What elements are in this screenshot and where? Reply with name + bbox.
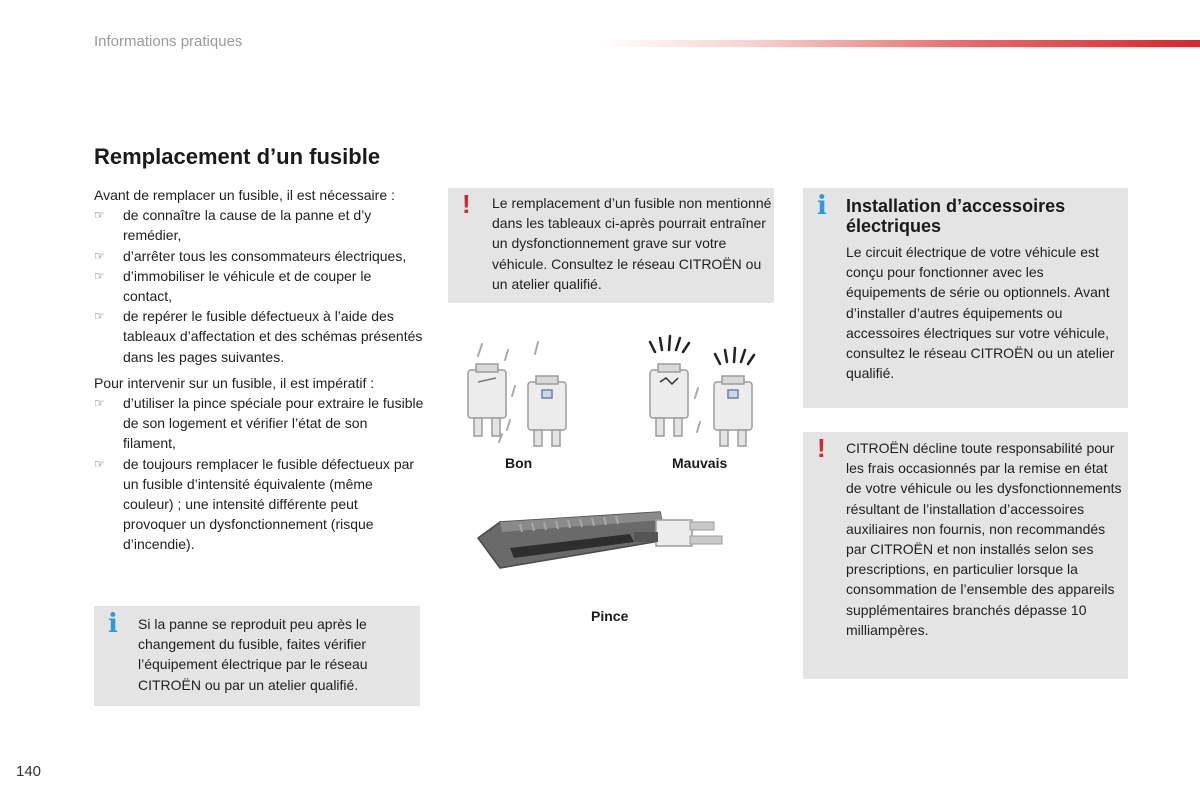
list-item: ☞ de toujours remplacer le fusible défectueux par un fusible d’intensité équivalente (même couleur) ; une intensité différente peut provoquer un dysfonctionnement (risque d’incendie).	[94, 455, 415, 553]
note-text: Le circuit électrique de votre véhicule est conçu pour fonctionner avec les équipements de série ou optionnels. Avant d’installer d’autres équipements ou accessoires électriques sur votre véhicule, consultez le réseau CITROËN ou un atelier qualifié.	[846, 244, 1115, 382]
warning-icon: !	[462, 189, 471, 219]
good-fuse-2	[528, 376, 566, 446]
blown-fuse-1	[650, 364, 688, 436]
page-number: 140	[16, 763, 42, 780]
fuse-bad-label: Mauvais	[672, 455, 728, 471]
note-text: Le remplacement d’un fusible non mentionné dans les tableaux ci-après pourrait entraîner un dysfonctionnement grave sur votre véhicule. Consultez le réseau CITROËN ou un atelier qualifié.	[492, 195, 772, 292]
list-item: ☞ d’arrêter tous les consommateurs électriques,	[94, 246, 424, 266]
info-icon: i	[817, 191, 827, 221]
good-fuse-1	[468, 364, 506, 436]
list-item: ☞ d’immobiliser le véhicule et de couper le contact,	[94, 267, 372, 305]
blown-fuse-2	[714, 376, 752, 446]
intro-list	[94, 205, 424, 367]
pointing-hand-icon: ☞	[94, 248, 105, 263]
list-item: ☞ de repérer le fusible défectueux à l’aide des tableaux d’affectation et des schémas présentés dans les pages suivantes.	[94, 308, 423, 365]
procedure-list	[94, 393, 424, 555]
pointing-hand-icon: ☞	[94, 396, 105, 411]
note-text: CITROËN décline toute responsabilité pour les frais occasionnés par la remise en état de votre véhicule ou les dysfonctionnements résultant de l’installation d’accessoires auxiliaires non fournis, non recommandés par CITROËN et non installés selon ses prescriptions, en particulier lorsque la consommation de l’ensemble des appareils supplémentaires branchés dépasse 10 milliampères.	[846, 440, 1122, 638]
pointing-hand-icon: ☞	[94, 268, 105, 283]
section-header: Informations pratiques	[94, 33, 243, 50]
list-item: ☞ d’utiliser la pince spéciale pour extraire le fusible de son logement et vérifier l’état de son filament,	[94, 395, 424, 452]
intro-lead: Avant de remplacer un fusible, il est nécessaire :	[94, 187, 395, 203]
left-column	[94, 185, 424, 561]
pointing-hand-icon: ☞	[94, 309, 105, 324]
warning-icon: !	[817, 433, 826, 463]
note-title: Installation d’accessoires électriques	[846, 196, 1066, 236]
fuse-puller-illustration	[470, 498, 732, 580]
info-icon: i	[108, 609, 118, 639]
warning-note-right	[803, 432, 1128, 679]
pointing-hand-icon: ☞	[94, 456, 105, 471]
procedure-lead: Pour intervenir sur un fusible, il est impératif :	[94, 374, 375, 391]
list-item: ☞ de connaître la cause de la panne et d’y remédier,	[94, 207, 372, 244]
note-text: Si la panne se reproduit peu après le changement du fusible, faites vérifier l’équipement électrique par le réseau CITROËN ou par un atelier qualifié.	[138, 616, 368, 693]
pointing-hand-icon: ☞	[94, 208, 105, 223]
info-note-left	[94, 606, 420, 706]
note-content	[846, 196, 1124, 383]
info-note-right	[803, 188, 1128, 408]
warning-note-middle	[448, 188, 774, 303]
fuse-illustration	[450, 330, 770, 450]
fuse-good-label: Bon	[505, 455, 533, 471]
page-title: Remplacement d’un fusible	[94, 144, 381, 169]
header-accent-bar	[600, 40, 1200, 47]
fuse-puller-label: Pince	[591, 608, 629, 624]
